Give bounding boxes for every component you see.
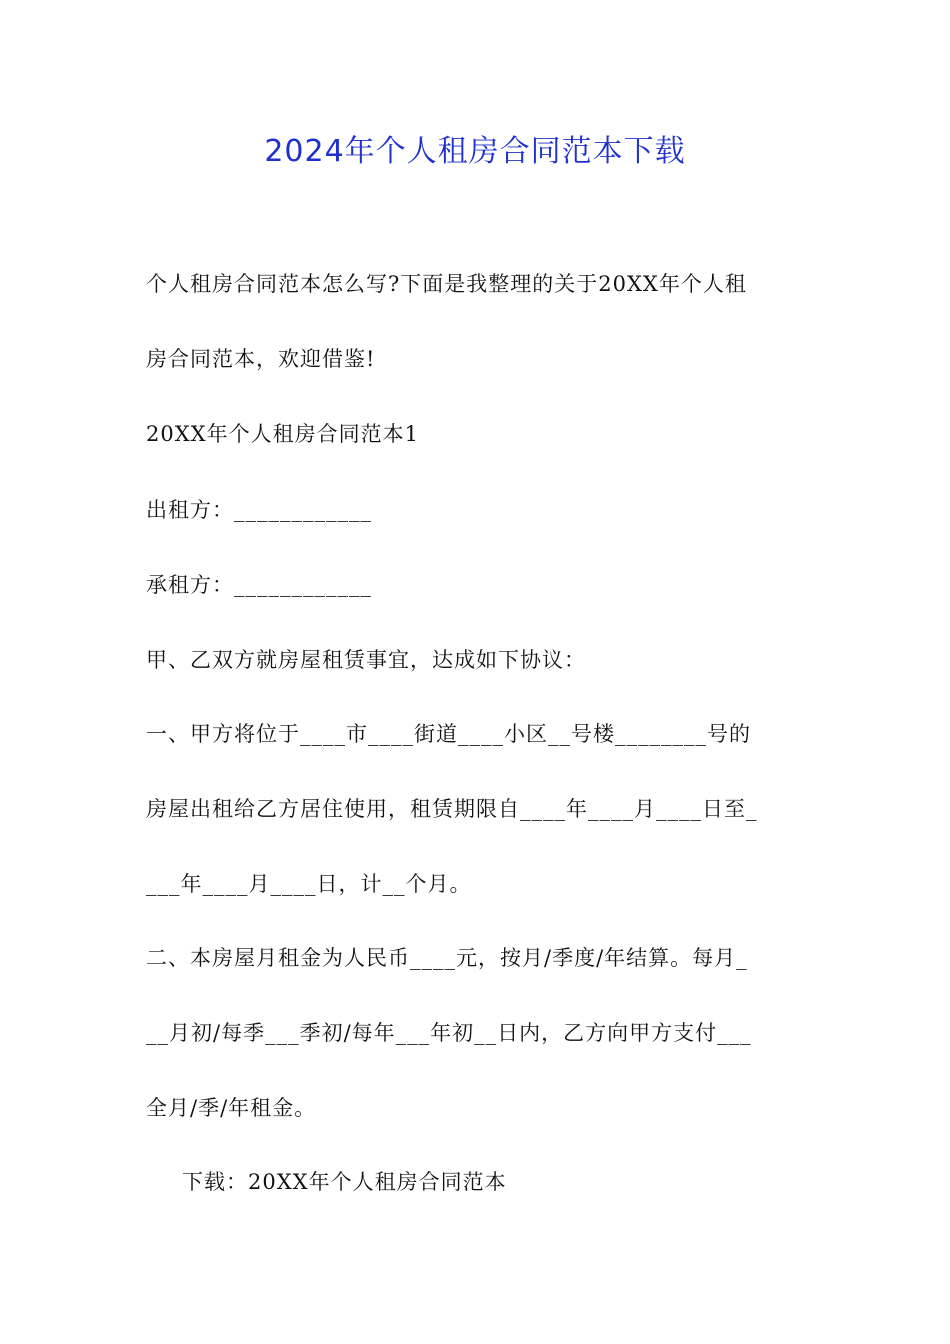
intro-line-1: 个人租房合同范本怎么写?下面是我整理的关于20XX年个人租 bbox=[146, 272, 747, 296]
lessee-field: 承租方：____________ bbox=[146, 573, 372, 597]
clause-1-line-2: 房屋出租给乙方居住使用，租赁期限自____年____月____日至_ bbox=[146, 797, 758, 821]
intro-line-2: 房合同范本，欢迎借鉴! bbox=[146, 347, 376, 371]
clause-1-line-3: ___年____月____日，计__个月。 bbox=[146, 872, 472, 896]
clause-2-line-1: 二、本房屋月租金为人民币____元，按月/季度/年结算。每月_ bbox=[146, 946, 748, 970]
section-heading: 20XX年个人租房合同范本1 bbox=[146, 422, 419, 446]
agreement-intro: 甲、乙双方就房屋租赁事宜，达成如下协议： bbox=[146, 648, 586, 672]
download-line: 下载：20XX年个人租房合同范本 bbox=[182, 1170, 507, 1194]
lessor-field: 出租方：____________ bbox=[146, 498, 372, 522]
clause-1-line-1: 一、甲方将位于____市____街道____小区__号楼________号的 bbox=[146, 722, 751, 746]
clause-2-line-2: __月初/每季___季初/每年___年初__日内，乙方向甲方支付___ bbox=[146, 1021, 752, 1045]
document-title: 2024年个人租房合同范本下载 bbox=[264, 134, 686, 169]
clause-2-line-3: 全月/季/年租金。 bbox=[146, 1096, 317, 1120]
